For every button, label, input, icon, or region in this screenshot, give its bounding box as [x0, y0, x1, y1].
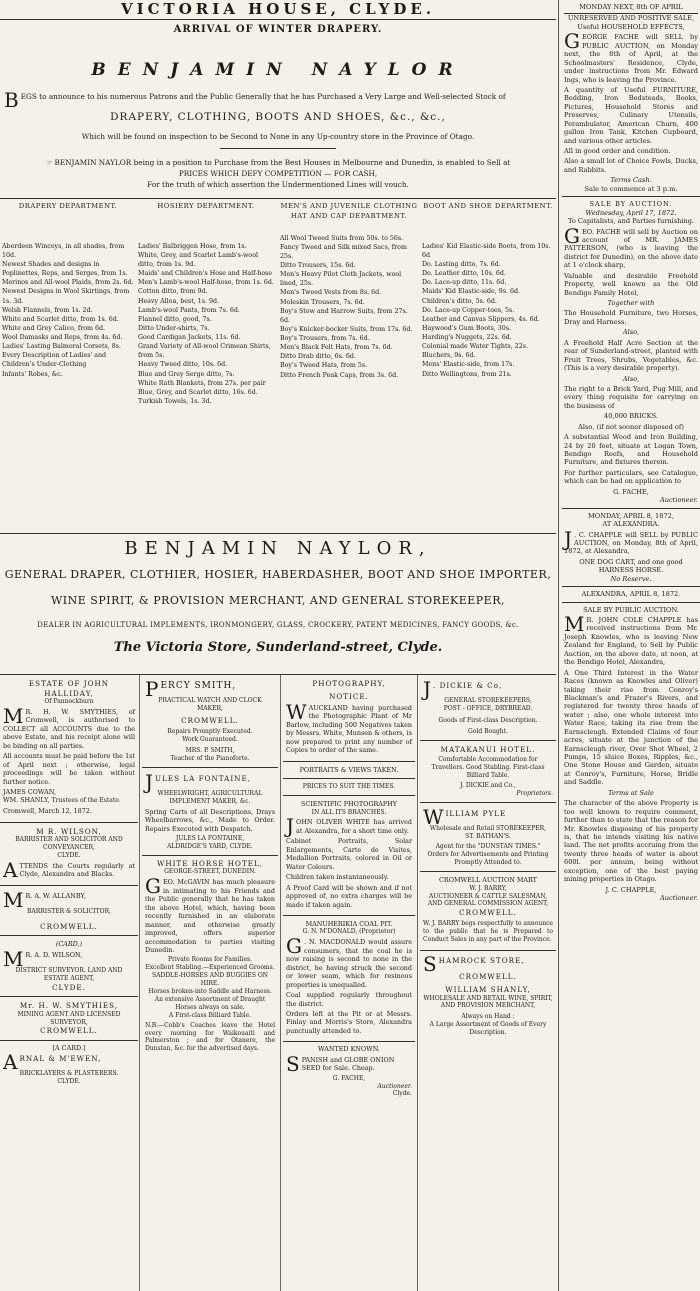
dept-item: Moleskin Trousers, 7s. 6d.: [280, 298, 365, 306]
ad-text: SADDLE-HORSES AND BUGGIES ON HIRE.: [151, 972, 269, 988]
ad-title: ULES LA FONTAINE,: [155, 773, 251, 783]
ad-title: Mr. H. W. SMYTHIES,: [19, 1001, 119, 1011]
dept-item: Men's Lamb's-wool Half-hose, from 1s. 6d.: [138, 279, 274, 287]
ad-text: Valuable and desirable Freehold Property, well known as the Old Bendigo Family Hotel,: [564, 271, 698, 297]
ad-name: W. J. BARRY,: [469, 884, 507, 892]
ad-role: BARRISTER & SOLICITOR,: [26, 907, 111, 915]
ad-ings-sale: [562, 0, 700, 197]
right-column: [562, 0, 700, 1291]
dropcap: S: [423, 951, 437, 976]
ad-title: R. A. D. WILSON,: [25, 950, 83, 959]
dept-item: Cotton ditto, from 9d.: [138, 288, 208, 296]
dept-item: Men's Heavy Pilot Cloth Jackets, wool lined, 25s.: [280, 271, 402, 288]
ad-title: SCIENTIFIC PHOTOGRAPHY: [301, 800, 397, 809]
ad-text: R. H. W. SMYTHIES, of Cromwell, is authorised to COLLECT all ACCOUNTS due to the above Estate, and his receipt alone will be binding on all parties.: [3, 707, 135, 750]
dept-item: Ditto Wellingtons, from 21s.: [422, 370, 512, 378]
ads-col-1: [0, 675, 138, 1291]
ad-text: For further particulars, see Catalogue, which can be had on application to: [564, 468, 698, 486]
ad-auction-mart: [420, 872, 556, 950]
prices-line: PRICES TO SUIT THE TIMES.: [283, 779, 415, 796]
ad-text: A quantity of Useful FURNITURE, Bedding, Iron Bedsteads, Books, Pictures, Household Stores and Preserves, Culinary Utensils, Perambulator, American Churn, 400 gallon Iron Tank, Kitchen Cupboard, and various other articles.: [564, 85, 698, 145]
ad-role: AUCTIONEER & CATTLE SALESMAN, AND GENERAL COMMISSION AGENT,: [427, 892, 549, 908]
ad-text: Children taken instantaneously.: [286, 873, 389, 882]
ad-title: M R. WILSON,: [36, 826, 102, 836]
dept-item: Bluchers, 9s. 6d.: [422, 352, 476, 360]
ad-title: MONDAY NEXT, 8th OF APRIL: [579, 3, 683, 11]
ad-text: A Proof Card will be shown and if not approved of, no extra charges will be made if taken again.: [286, 883, 412, 909]
ad-allanby: [0, 886, 138, 936]
masthead: VICTORIA HOUSE, CLYDE.: [120, 0, 436, 18]
ad-role: Auctioneer.: [659, 894, 698, 902]
ad-text: TTENDS the Courts regularly at Clyde, Alexandra and Blacks.: [19, 862, 135, 879]
ad-place: CROMWELL.: [181, 715, 239, 725]
dept-item: Blue and Grey Serge ditto, 7s.: [138, 370, 235, 378]
ad-title: RNAL & M'EWEN,: [19, 1054, 102, 1064]
ad-title: SALE BY AUCTION.: [589, 200, 673, 209]
dropcap: M: [3, 703, 24, 728]
ad-role: Wholesale and Retail STOREKEEPER,: [429, 824, 547, 832]
ad-text: Always on Hand :: [461, 1013, 515, 1021]
column-rule: [280, 675, 281, 1291]
ad-role: BRICKLAYERS & PLASTERERS.: [19, 1070, 119, 1078]
divider: [0, 198, 556, 199]
dept-item: Ditto Drab ditto, 6s. 6d.: [280, 353, 356, 361]
ad-dickie: [420, 675, 556, 741]
dept-heading: DRAPERY DEPARTMENT.: [18, 202, 118, 210]
dept-item: Fancy Tweed and Silk mixed Sacs, from 25s.: [280, 243, 407, 260]
dept-item: Aberdeen Winceys, in all shades, from 10d.: [2, 242, 125, 259]
ad-text: EORGE FACHE will SELL by PUBLIC AUCTION, on Monday next, the 8th of April, at the Schoolmasters' Residence, Clyde, under instructions from Mr. Edward Ings, who is leaving the Province.: [564, 33, 698, 84]
banner2-line1: GENERAL DRAPER, CLOTHIER, HOSIER, HABERDASHER, BOOT AND SHOE IMPORTER,: [4, 568, 552, 581]
ad-white-horse: [142, 856, 278, 1058]
dept-item: Ditto Trousers, 15s. 6d.: [280, 262, 356, 270]
dept-item: Blue, Grey, and Scarlet ditto, 16s. 6d.: [138, 388, 258, 396]
ad-chapple-dogcart: [562, 509, 700, 588]
ad-date: Wednesday, April 17, 1872.: [585, 208, 677, 217]
dept-heading: HOSIERY DEPARTMENT.: [157, 202, 255, 210]
ad-title: R. A. W. ALLANBY,: [25, 891, 86, 900]
ad-text: Also, (if not sooner disposed of): [578, 422, 684, 431]
ad-role: BARRISTER AND SOLICITOR AND CONVEYANCER,: [15, 836, 123, 852]
dept-heading: BOOT AND SHOE DEPARTMENT.: [423, 202, 553, 210]
ad-role: Auctioneer.: [377, 1082, 412, 1090]
ad-role: WHOLESALE AND RETAIL WINE, SPIRIT, AND PROVISION MERCHANT,: [423, 994, 553, 1010]
dropcap: G: [564, 29, 580, 54]
dept-item: Men's Tweed Vests from 8s. 6d.: [280, 289, 382, 297]
divider: [220, 148, 336, 149]
dept-item: Maids' and Children's Hose and Half-hose: [138, 270, 273, 278]
ad-date: ALEXANDRA, APRIL 8, 1872.: [562, 587, 700, 602]
ad-manuherikia: [283, 916, 415, 1042]
intro-paragraph: [4, 88, 552, 112]
dept-item: Do. Lace-up ditto, 11s. 6d.: [422, 279, 507, 287]
dept-items: [422, 242, 554, 379]
ad-text: Sale to commence at 3 p.m.: [584, 184, 678, 193]
ad-text: A substantial Wood and Iron Building, 24 by 20 feet, situate at Logan Town, Bendigo Reefs, and Household Furniture, and fixtures therein.: [564, 433, 698, 467]
dept-item: Grand Variety of All-wool Crimean Shirts, from 5s.: [138, 343, 271, 360]
dept-item: Colonial made Water Tights, 22s.: [422, 343, 528, 351]
ad-arnall: [0, 1041, 138, 1089]
dept-item: Ditto Under-shirts, 7s.: [138, 324, 210, 332]
ad-place: CROMWELL.: [40, 921, 98, 931]
dropcap: J: [564, 526, 573, 551]
dept-boots: [422, 202, 554, 379]
ad-title: CROMWELL AUCTION MART: [439, 876, 537, 885]
ad-subtitle: IN ALL ITS BRANCHES.: [311, 808, 387, 816]
dept-item: Good Cardigan Jackets, 11s. 6d.: [138, 334, 241, 342]
dropcap: A: [3, 1050, 18, 1075]
ad-title: MONDAY, APRIL 8, 1872,: [588, 511, 674, 520]
dept-item: Newest Designs in Wool Skirtings, from 1s. 3d.: [2, 288, 130, 305]
ad-text: Orders left at the Pit or at Messrs. Finlay and Morris's Store, Alexandra punctually attended to.: [286, 1009, 412, 1035]
dropcap: J: [145, 769, 154, 794]
ad-text: Excellent Stabling.—Experienced Grooms.: [145, 964, 275, 972]
ads-col-3: [283, 675, 415, 1291]
ad-role: DISTRICT SURVEYOR. LAND AND ESTATE AGENT,: [15, 966, 123, 982]
ad-text: . C. CHAPPLE will SELL by PUBLIC AUCTION, on Monday, 8th of April, 1872, at Alexandra,: [564, 530, 698, 556]
ad-role: Auctioneer.: [659, 496, 698, 505]
intro-dropcap: B: [4, 88, 19, 112]
ad-title: ILLIAM PYLE: [445, 808, 507, 818]
banner2-dealer: DEALER IN AGRICULTURAL IMPLEMENTS, IRONMONGERY, GLASS, CROCKERY, PATENT MEDICINES, FANCY GOODS, &c.: [37, 621, 519, 629]
ad-text: AUCKLAND having purchased the Photographic Plant of Mr Barlow, including 500 Negatives taken by Messrs. White, Munsen & others, is now prepared to print any number of Copies to order of the same.: [286, 704, 412, 755]
ad-place: POST - OFFICE, DRYBREAD.: [443, 704, 533, 712]
ad-text: All accounts must be paid before the 1st of April next ; otherwise, legal proceedings will be taken without further notice.: [3, 752, 135, 786]
ad-text: Spring Carts of all Descriptions, Drays Wheelbarrows, &c., Made to Order. Repairs Executed with Despatch.: [145, 807, 275, 833]
naylor-line-1: ☞ BENJAMIN NAYLOR being in a position to Purchase from the Best Houses in Melbourne and Dunedin, is enabled to Sell at: [45, 158, 511, 167]
ad-text: ONE DOG CART, and one good HARNESS HORSE.: [579, 557, 683, 575]
ad-title: WANTED KNOWN.: [318, 1045, 380, 1054]
arrival-heading: ARRIVAL OF WINTER DRAPERY.: [173, 24, 383, 35]
ad-text: Terms at Sale: [608, 788, 654, 797]
dept-item: White and Grey Calico, from 6d.: [2, 324, 106, 332]
ad-place: CLYDE.: [52, 982, 86, 992]
ad-halliday: [0, 675, 138, 823]
dropcap: G: [286, 934, 302, 959]
ad-role: Proprietors.: [516, 789, 553, 797]
ad-text: OHN OLIVER WHITE has arrived at Alexandra, for a short time only.: [296, 818, 412, 835]
dept-item: Every Description of Ladies' and Children's Under-Clothing: [2, 352, 107, 369]
ad-name: WILLIAM SHANLY,: [445, 985, 531, 995]
ad-place: CROMWELL.: [459, 971, 517, 981]
drapery-line: DRAPERY, CLOTHING, BOOTS AND SHOES, &c., &c.,: [110, 111, 446, 123]
ad-photography: [283, 675, 415, 762]
ad-text: Work Guaranteed.: [182, 736, 238, 744]
dropcap: P: [145, 677, 159, 701]
ad-subtitle: Of Pannockburn: [44, 698, 94, 705]
dept-item: Heavy Tweed ditto, 10s. 6d.: [138, 361, 228, 369]
column-rule: [417, 675, 418, 1291]
ad-place: CLYDE.: [57, 1078, 81, 1086]
ad-title: WHITE HORSE HOTEL,: [156, 858, 264, 868]
ad-text: Cabinet Portraits, Solar Enlargements, Carte de Visites, Medallion Portraits, colored in Oil or Water Colours.: [286, 837, 412, 871]
ad-text: The character of the above Property is too well known to require comment, further than to state that the reason for Mr. Knowles disposing of his property is, that he intends visiting his native land. The net profits accruing from the twenty three heads of water is about 600l. per annum, being without exception, one of the best paying mining properties in Otago.: [564, 799, 698, 884]
banner2-name: BENJAMIN NAYLOR,: [124, 538, 432, 559]
ad-role: GENERAL STOREKEEPERS,: [444, 697, 532, 704]
dept-item: Ditto French Peak Caps, from 3s. 6d.: [280, 371, 399, 379]
ad-text: PANISH and GLOBE ONION SEED for Sale. Cheap.: [301, 1055, 395, 1073]
ad-text: A Large Assortment of Goods of Every Description.: [429, 1021, 547, 1037]
ad-subtitle: Useful HOUSEHOLD EFFECTS,: [577, 22, 685, 31]
ad-text: would assure consumers, that the coal he is now raising is second to none in the district, he having struck the second or lower seam, which for resinous properties is unequalled.: [286, 938, 412, 989]
ad-shamrock: [420, 951, 556, 1041]
ad-role: PRACTICAL WATCH AND CLOCK MAKER,: [158, 697, 262, 712]
ad-place: CLYDE.: [57, 852, 81, 860]
ad-hw-smythies: [0, 997, 138, 1041]
ads-col-4: [420, 675, 556, 1291]
naylor-line-3: For the truth of which assertion the Undermentioned Lines will vouch.: [147, 179, 409, 189]
ad-role: MINING AGENT AND LICENSED SURVEYOR,: [17, 1010, 121, 1026]
ad-awilson: [0, 936, 138, 997]
column-rule: [558, 0, 559, 1291]
ad-place: CROMWELL.: [459, 908, 517, 918]
dropcap: J: [286, 814, 295, 839]
ad-text: Also,: [622, 328, 640, 337]
dept-hosiery: [138, 202, 274, 406]
dept-item: Haywood's Gum Boots, 30s.: [422, 324, 512, 332]
dropcap: M: [564, 612, 585, 636]
ad-text: N.B.—Cobb's Coaches leave the Hotel every morning for Waikouaiti and Palmerston ; and for Otanere, the Dunstan, &c. for the advertised days.: [145, 1021, 275, 1053]
dept-item: White and Scarlet ditto, from 1s. 6d.: [2, 315, 119, 323]
dropcap: G: [564, 223, 580, 248]
signature: G. FACHE,: [332, 1074, 366, 1082]
dept-item: White Rath Blankets, from 27s. per pair: [138, 379, 266, 387]
signature: WM. SHANLY,: [3, 796, 50, 805]
divider: [0, 533, 556, 534]
ad-subtitle: To Capitalists, and Parties furnishing.: [567, 217, 695, 226]
dept-item: Harding's Nuggets, 22s. 6d.: [422, 334, 512, 342]
ad-text: Goods of First-class Description.: [438, 716, 538, 724]
departments: [0, 202, 556, 532]
divider: [0, 19, 556, 20]
ad-text: EO. McGAVIN has much pleasure in intimating to his Friends and the Public generally that he has taken the above Hotel, which, having been recently furnished in an elaborate manner, and otherwise greatly improved, offers superior accommodation to parties visiting Dunedin.: [145, 878, 275, 954]
ad-subtitle: UNRESERVED AND POSITIVE SALE,: [564, 13, 698, 22]
dept-item: Do. Leather ditto, 10s. 6d.: [422, 270, 506, 278]
ad-patterson-sale: [562, 197, 700, 508]
ads-col-2: [142, 675, 278, 1291]
dept-item: Turkish Towels, 1s. 3d.: [138, 397, 212, 405]
dept-item: Boy's Tweed Hats, from 5s.: [280, 362, 368, 370]
dept-item: Boy's Stow and Harrow Suits, from 27s. 6d.: [280, 307, 408, 324]
ad-subtitle: NOTICE.: [329, 691, 369, 701]
dept-item: Wool Damasks and Reps, from 4s. 6d.: [2, 334, 123, 342]
dept-item: White, Grey, and Scarlet Lamb's-wool ditto, from 1s. 9d.: [138, 251, 259, 269]
ad-text: All in good order and condition.: [564, 147, 671, 155]
ad-text: Comfortable Accommodation for Travellers. Good Stabling. First-class Billiard Table.: [431, 756, 545, 779]
dropcap: W: [286, 700, 307, 724]
ad-percy-smith: [142, 675, 278, 768]
dept-items: [280, 234, 418, 380]
ad-text: 40,000 BRICKS.: [604, 412, 658, 421]
dropcap: A: [3, 858, 18, 883]
ad-title: HAMROCK STORE,: [438, 955, 525, 965]
signature: JAMES COWAN,: [3, 787, 57, 796]
ad-text: Also a small lot of Choice Fowls, Ducks, and Rabbits.: [564, 157, 698, 174]
card-label: (CARD.): [55, 940, 83, 949]
ad-text: Together with: [607, 299, 655, 307]
ad-oliver-white: [283, 796, 415, 916]
ad-date: Cromwell, March 12, 1872.: [3, 807, 92, 816]
dept-items: [138, 242, 274, 406]
ad-text: A First-class Billiard Table.: [168, 1011, 252, 1019]
ad-subtitle: G. N. M'DONALD, (Proprietor): [302, 928, 396, 936]
dept-item: Men's Black Felt Hats, from 7s. 6d.: [280, 344, 393, 352]
ad-title: ERCY SMITH,: [160, 681, 237, 691]
ad-text: A Freehold Half Acre Section at the rear of Sunderland-street, planted with Fruit Trees, Shrubs, Vegetables, &c. (This is a very desirable property).: [564, 338, 698, 373]
ad-la-fontaine: [142, 768, 278, 856]
name-banner: BENJAMIN NAYLOR: [91, 60, 465, 80]
portraits-heading: PORTRAITS & VIEWS TAKEN.: [283, 762, 415, 779]
column-rule: [139, 675, 140, 1291]
dropcap: G: [145, 874, 161, 899]
ad-knowles-sale: [562, 603, 700, 906]
card-label: [A CARD.]: [52, 1043, 86, 1052]
ad-name: . N. MACDONALD: [303, 938, 366, 947]
ad-title: SALE BY PUBLIC AUCTION.: [583, 605, 679, 614]
ad-text: Also,: [622, 374, 640, 383]
signature: J. DICKIE and Co.,: [460, 781, 516, 789]
ad-text: EO. FACHE will sell by Auction on account of MR. JAMES PATTERSON, (who is leaving the district for Dunedin), on the above date at 1 o'clock sharp,: [564, 227, 698, 270]
ad-text: No Reserve.: [610, 574, 652, 583]
ad-wilson: [0, 823, 138, 886]
ad-title: . DICKIE & Co,: [433, 681, 503, 690]
dropcap: J: [423, 677, 432, 701]
dept-item: Do. Lace-up Copper-toes, 5s.: [422, 306, 515, 314]
ad-text: MRS. P. SMITH,: [185, 747, 235, 755]
dropcap: S: [286, 1051, 300, 1076]
ad-text: Horses broken-into Saddle and Harness.: [148, 988, 272, 996]
dept-item: Infants' Robes, &c.: [2, 370, 63, 378]
dept-item: Children's ditto, 5s. 6d.: [422, 297, 497, 305]
ad-place: ST. BATHAN'S.: [465, 832, 511, 840]
dept-item: Boy's Knicker-bocker Suits, from 17s. 6d.: [280, 325, 413, 333]
dropcap: W: [423, 804, 444, 829]
ad-matakanui: [420, 741, 556, 803]
dept-item: Flannel ditto, good, 7s.: [138, 315, 212, 323]
ad-text: The right to a Brick Yard, Pug Mill, and every thing requisite for carrying on the business of: [564, 384, 698, 410]
ad-text: Coal supplied regularly throughout the district.: [286, 991, 412, 1008]
ad-role: WHEELWRIGHT, AGRICULTURAL IMPLEMENT MAKER, &c.: [157, 789, 263, 805]
dept-item: Ladies' Lasting Balmoral Corsets, 8s.: [2, 343, 121, 351]
dept-clothing: [280, 202, 418, 380]
ad-place: ALDRIDGE'S YARD, CLYDE.: [167, 843, 253, 851]
dept-item: Do. Lasting ditto, 7s. 6d.: [422, 261, 501, 269]
ad-text: Gold Bought.: [468, 727, 508, 735]
ad-text: R. JOHN COLE CHAPPLE has received instructions from Mr. Joseph Knowles, who is leaving New Zealand for England, to Sell by Public Auction, on the above date, at noon, at the Bendigo Hotel, Alexandra,: [564, 616, 698, 667]
banner2-line2: WINE SPIRIT, & PROVISION MERCHANT, AND GENERAL STOREKEEPER,: [51, 594, 505, 607]
dept-item: Maids' Kid Elastic-side, 9s. 6d.: [422, 288, 521, 296]
ad-title: PHOTOGRAPHY,: [312, 679, 386, 688]
ad-subtitle: AT ALEXANDRA.: [602, 520, 660, 529]
ad-text: Terms Cash.: [610, 176, 652, 185]
dept-item: Newest Shades and designs in Poplinettes, Reps, and Serges, from 1s.: [2, 261, 128, 278]
dept-drapery: [2, 202, 134, 379]
ad-text: An extensive Assortment of Draught Horses always on sale.: [154, 995, 266, 1011]
inspection-line: Which will be found on inspection to be Second to None in any Up-country store in the Province of Otago.: [81, 132, 475, 141]
ad-place: CROMWELL.: [40, 1026, 98, 1036]
ad-title: MATAKANUI HOTEL.: [440, 744, 536, 754]
ad-pyle: [420, 803, 556, 873]
dept-item: Boy's Trousers, from 7s. 6d.: [280, 335, 370, 343]
dept-item: Ladies' Kid Elastic-side Boots, from 10s. 6d: [422, 242, 551, 259]
signature: J. C. CHAPPLE,: [605, 885, 657, 894]
dept-item: Welsh Flannels, from 1s. 2d.: [2, 306, 93, 314]
dept-item: Heavy Alloa, best, 1s. 9d.: [138, 297, 220, 305]
naylor-line-2: PRICES WHICH DEFY COMPETITION — FOR CASH,: [178, 168, 378, 178]
ad-text: Orders for Advertisements and Printing Promptly Attended to.: [427, 851, 549, 867]
dept-items: [2, 242, 134, 379]
dept-heading: MEN'S AND JUVENILE CLOTHING HAT AND CAP DEPARTMENT.: [280, 202, 418, 220]
signature: G. FACHE,: [613, 487, 649, 496]
dept-item: Mens' Elastic-side, from 17s.: [422, 361, 515, 369]
dept-item: All Wool Tweed Suits from 50s. to 56s.: [280, 234, 404, 242]
dept-item: Lamb's-wool Pants, from 7s. 6d.: [138, 306, 240, 314]
dept-item: Merinos and All-wool Plaids, from 2s. 6d.: [2, 279, 134, 287]
ad-text: A One Third Interest in the Water Races (known as Knowles and Oliver) taking their rise from Conroy's Blackman's and Frazer's Rivers, and registered for twenty three heads of water ; also, one whole interest into Water Race, taking its rise from the Earnscleugh. Extended Claims of four acres, situate at the junction of the Earnscleugh river, Over Shot Wheel, 2 Pumps, 15 sluice Boxes, Ripples, &c., One Stone House and Garden, situate at Conroy's, Furniture, Horse, Bridle and Saddle.: [564, 668, 698, 787]
ad-place: GEORGE-STREET, DUNEDIN.: [164, 868, 256, 876]
ad-text: W. J. BARRY begs respectfully to announce to the public that he is Prepared to Conduct Sales in any part of the Province.: [423, 919, 553, 943]
ad-text: Agent for the "DUNSTAN TIMES.": [435, 843, 541, 851]
dept-item: Ladies' Balbriggen Hose, from 1s.: [138, 242, 247, 250]
naylor-notice: [4, 158, 552, 191]
ad-text: Teacher of the Pianoforte.: [170, 755, 250, 763]
dropcap: M: [3, 946, 24, 971]
ad-title: ESTATE OF JOHN HALLIDAY,: [28, 679, 110, 698]
intro-text: EGS to announce to his numerous Patrons and the Public Generally that he has Purchased a Very Large and Well-selected Stock of: [20, 92, 506, 101]
ad-text: The Household Furniture, two Horses, Dray and Harness.: [564, 309, 698, 326]
ads-section: [0, 674, 556, 1291]
ad-place: Clyde.: [392, 1090, 412, 1098]
dropcap: M: [3, 887, 24, 912]
banner2-store: The Victoria Store, Sunderland-street, Clyde.: [113, 640, 443, 655]
trustees-label: Trustees of the Estate.: [51, 797, 121, 805]
ad-text: Repairs Promptly Executed.: [167, 728, 253, 736]
signature: JULES LA FONTAINE,: [175, 835, 245, 843]
ad-text: Private Rooms for Families.: [167, 956, 252, 964]
ad-title: MANUHERIKIA COAL PIT.: [305, 919, 393, 928]
dept-item: Leather and Canvas Slippers, 4s. 6d.: [422, 315, 540, 323]
ad-wanted: [283, 1042, 415, 1101]
